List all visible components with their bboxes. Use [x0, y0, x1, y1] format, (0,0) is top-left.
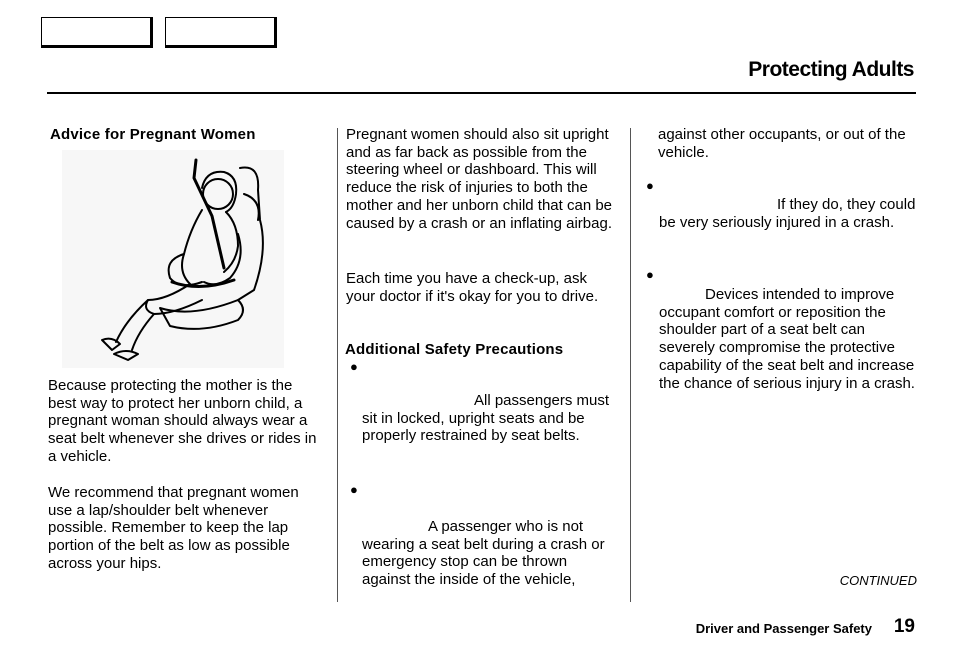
- footer-section-name: Driver and Passenger Safety: [695, 621, 872, 636]
- bullet-marker: ●: [350, 359, 358, 374]
- paragraph-locked-upright-seats: All passengers must sit in locked, upright seats and be properly restrained by seat belts.: [362, 392, 610, 445]
- pregnant-woman-seatbelt-illustration: [62, 150, 284, 368]
- page-title: Protecting Adults: [748, 58, 914, 81]
- section-heading-pregnant-women: Advice for Pregnant Women: [50, 126, 256, 143]
- nav-button-forward[interactable]: [165, 17, 277, 48]
- paragraph-unbelted-passenger: A passenger who is not wearing a seat belt during a crash or emergency stop can be thrown against the inside of the vehicle,: [362, 518, 605, 589]
- column-divider-2: [630, 128, 631, 602]
- column-divider-1: [337, 128, 338, 602]
- bullet-marker: ●: [646, 178, 654, 193]
- nav-button-back[interactable]: [41, 17, 153, 48]
- continued-label: CONTINUED: [839, 573, 917, 588]
- paragraph-lap-shoulder-belt: We recommend that pregnant women use a lap/shoulder belt whenever possible. Remember to keep the lap portion of the belt as low as possible across your hips.: [48, 484, 299, 572]
- paragraph-sit-upright: Pregnant women should also sit upright and as far back as possible from the steering wheel or dashboard. This will reduce the risk of injuries to both the mother and her unborn child that can be caused by a crash or an inflating airbag.: [346, 126, 613, 232]
- paragraph-protect-mother: Because protecting the mother is the best way to protect her unborn child, a pregnant woman should always wear a seat belt whenever she drives or rides in a vehicle.: [48, 377, 317, 465]
- bullet-marker: ●: [646, 267, 654, 282]
- paragraph-continued-text: against other occupants, or out of the vehicle.: [658, 126, 906, 161]
- page-number: 19: [893, 616, 915, 637]
- bullet-marker: ●: [350, 482, 358, 497]
- paragraph-comfort-devices: Devices intended to improve occupant comfort or reposition the shoulder part of a seat belt can severely compromise the protective capability of the seat belt and increase the chance of serious injury in a crash.: [659, 286, 915, 392]
- title-rule: [47, 92, 916, 94]
- paragraph-doctor-checkup: Each time you have a check-up, ask your doctor if it's okay for you to drive.: [346, 270, 599, 305]
- paragraph-seriously-injured: If they do, they could be very seriously injured in a crash.: [659, 196, 916, 231]
- section-heading-safety-precautions: Additional Safety Precautions: [345, 341, 564, 358]
